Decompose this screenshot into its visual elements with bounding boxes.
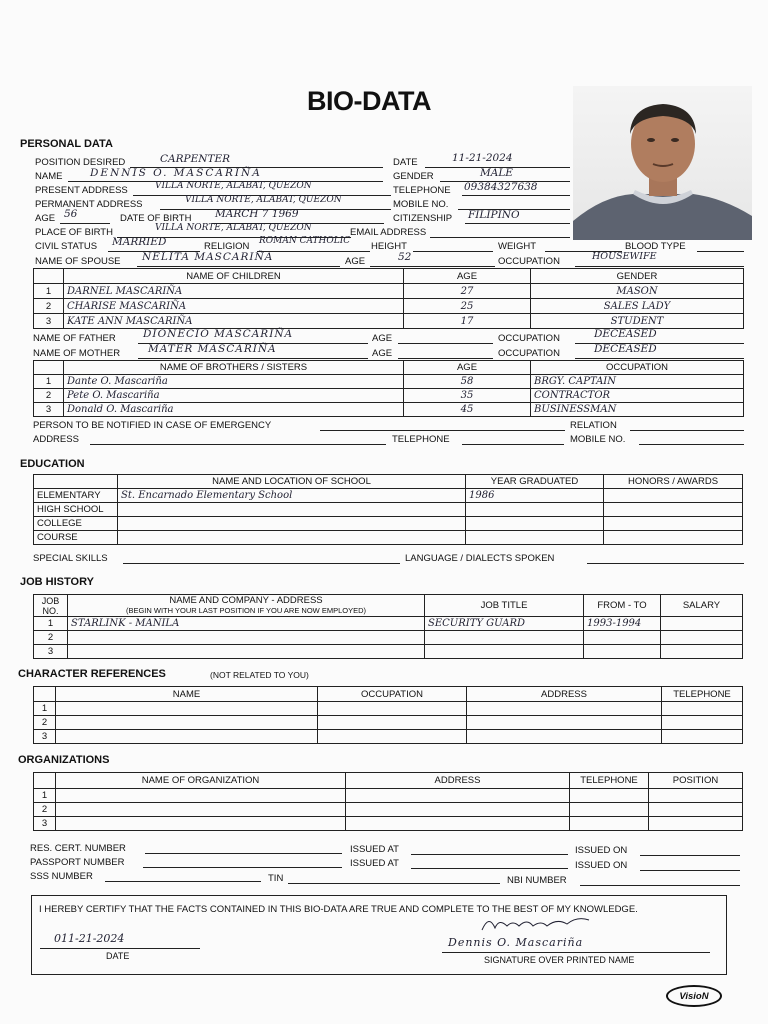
- mother-age-line: [398, 358, 493, 359]
- emergency-person-label: PERSON TO BE NOTIFIED IN CASE OF EMERGENCY: [33, 420, 272, 431]
- table-row: [34, 389, 744, 403]
- email-label: EMAIL ADDRESS: [350, 227, 427, 238]
- child-gender[interactable]: SALES LADY: [531, 299, 744, 314]
- job-salary[interactable]: [661, 617, 743, 631]
- res-cert-issued-on-line: [640, 855, 740, 856]
- job-history-table: [33, 594, 743, 659]
- citizenship-label: CITIZENSHIP: [393, 213, 453, 224]
- emergency-relation-label: RELATION: [570, 420, 617, 431]
- mother-line: [138, 358, 368, 359]
- mother-label: NAME OF MOTHER: [33, 348, 121, 359]
- child-gender[interactable]: STUDENT: [531, 314, 744, 329]
- height-label: HEIGHT: [371, 241, 407, 252]
- child-age[interactable]: 27: [404, 284, 531, 299]
- siblings-header-name: NAME OF BROTHERS / SISTERS: [64, 361, 404, 375]
- position-label: POSITION DESIRED: [35, 157, 126, 168]
- row-number: 3: [34, 403, 64, 417]
- skills-line: [123, 563, 400, 564]
- references-heading: CHARACTER REFERENCES: [18, 668, 166, 680]
- references-header-address: ADDRESS: [467, 687, 662, 702]
- res-cert-label: RES. CERT. NUMBER: [30, 843, 126, 854]
- education-heading: EDUCATION: [20, 458, 85, 470]
- height-line: [413, 251, 493, 252]
- job-company[interactable]: [68, 631, 425, 645]
- row-number: 3: [34, 314, 64, 329]
- year-graduated[interactable]: [466, 531, 604, 545]
- civil-value[interactable]: MARRIED: [112, 236, 167, 248]
- siblings-header-age: AGE: [404, 361, 531, 375]
- religion-line: [257, 251, 370, 252]
- emergency-address-line: [90, 444, 386, 445]
- spouse-occupation-value[interactable]: HOUSEWIFE: [592, 251, 657, 262]
- spouse-age-line: [370, 266, 495, 267]
- row-number: 3: [34, 730, 56, 744]
- row-number: 1: [34, 789, 56, 803]
- job-header-from: FROM - TO: [584, 595, 661, 617]
- job-salary[interactable]: [661, 645, 743, 659]
- res-cert-line: [145, 853, 342, 854]
- row-number: 1: [34, 375, 64, 389]
- sibling-age[interactable]: 58: [404, 375, 531, 389]
- sibling-name[interactable]: Pete O. Mascariña: [64, 389, 404, 403]
- school-name[interactable]: [118, 517, 466, 531]
- personal-data-heading: PERSONAL DATA: [20, 138, 113, 150]
- sibling-occupation[interactable]: BRGY. CAPTAIN: [531, 375, 744, 389]
- signature-label: SIGNATURE OVER PRINTED NAME: [484, 955, 635, 965]
- child-age[interactable]: 17: [404, 314, 531, 329]
- spouse-occupation-label: OCCUPATION: [498, 256, 560, 267]
- email-line: [430, 237, 570, 238]
- religion-label: RELIGION: [204, 241, 250, 252]
- date-value[interactable]: 11-21-2024: [452, 152, 513, 164]
- name-value[interactable]: DENNIS O. MASCARIÑA: [90, 167, 262, 179]
- position-value[interactable]: CARPENTER: [160, 153, 231, 165]
- row-number: 2: [34, 803, 56, 817]
- education-level: ELEMENTARY: [34, 489, 118, 503]
- sss-line: [105, 881, 261, 882]
- telephone-value[interactable]: 09384327638: [464, 181, 538, 193]
- spouse-age-label: AGE: [345, 256, 366, 267]
- certify-date-line: [40, 948, 200, 949]
- signature-scribble: [477, 912, 597, 936]
- gender-value[interactable]: MALE: [480, 167, 513, 179]
- row-number: 2: [34, 631, 68, 645]
- certification-statement: I HEREBY CERTIFY THAT THE FACTS CONTAINED IN THIS BIO-DATA ARE TRUE AND COMPLETE TO THE BEST OF MY KNOWLEDGE.: [39, 904, 638, 915]
- gender-label: GENDER: [393, 171, 434, 182]
- spouse-label: NAME OF SPOUSE: [35, 256, 121, 267]
- references-header-occupation: OCCUPATION: [318, 687, 467, 702]
- emergency-telephone-label: TELEPHONE: [392, 434, 450, 445]
- year-graduated[interactable]: [466, 503, 604, 517]
- table-row: [34, 531, 743, 545]
- job-from-to[interactable]: [584, 645, 661, 659]
- honors[interactable]: [604, 489, 743, 503]
- applicant-photo: [573, 86, 752, 240]
- job-from-to[interactable]: [584, 631, 661, 645]
- passport-line: [143, 867, 342, 868]
- telephone-label: TELEPHONE: [393, 185, 451, 196]
- table-row: [34, 730, 743, 744]
- table-row: [34, 375, 744, 389]
- job-company[interactable]: [68, 645, 425, 659]
- spouse-value[interactable]: NELITA MASCARIÑA: [142, 251, 274, 263]
- skills-label: SPECIAL SKILLS: [33, 553, 108, 564]
- present-address-value[interactable]: VILLA NORTE, ALABAT, QUEZON: [155, 181, 312, 191]
- emergency-mobile-line: [639, 444, 744, 445]
- res-cert-issued-at-label: ISSUED AT: [350, 844, 399, 855]
- table-row: [34, 716, 743, 730]
- education-table: [33, 474, 743, 545]
- row-number: 1: [34, 617, 68, 631]
- job-history-heading: JOB HISTORY: [20, 576, 94, 588]
- page-title: BIO-DATA: [307, 86, 431, 116]
- table-row: [34, 299, 744, 314]
- references-note: (NOT RELATED TO YOU): [210, 670, 309, 680]
- dob-value[interactable]: MARCH 7 1969: [215, 208, 299, 220]
- res-cert-issued-on-label: ISSUED ON: [575, 845, 628, 856]
- child-name[interactable]: KATE ANN MASCARIÑA: [64, 314, 404, 329]
- brand-logo-text: VisioN: [679, 990, 709, 1002]
- children-header-name: NAME OF CHILDREN: [64, 269, 404, 284]
- emergency-address-label: ADDRESS: [33, 434, 79, 445]
- table-row: [34, 489, 743, 503]
- table-row: [34, 517, 743, 531]
- spouse-occupation-line: [575, 266, 744, 267]
- table-row: [34, 631, 743, 645]
- passport-issued-at-line: [411, 868, 568, 869]
- sibling-name[interactable]: Dante O. Mascariña: [64, 375, 404, 389]
- row-number: 3: [34, 645, 68, 659]
- table-row: [34, 403, 744, 417]
- tin-label: TIN: [268, 873, 284, 884]
- sibling-name[interactable]: Donald O. Mascariña: [64, 403, 404, 417]
- age-label: AGE: [35, 213, 56, 224]
- education-level: COURSE: [34, 531, 118, 545]
- children-header-gender: GENDER: [531, 269, 744, 284]
- references-table: [33, 686, 743, 744]
- table-row: [34, 314, 744, 329]
- job-from-to[interactable]: 1993-1994: [584, 617, 661, 631]
- nbi-label: NBI NUMBER: [507, 875, 567, 886]
- sibling-occupation[interactable]: CONTRACTOR: [531, 389, 744, 403]
- school-name[interactable]: [118, 503, 466, 517]
- children-header-age: AGE: [404, 269, 531, 284]
- row-number: 1: [34, 284, 64, 299]
- school-name[interactable]: [118, 531, 466, 545]
- sss-label: SSS NUMBER: [30, 871, 93, 882]
- education-level: COLLEGE: [34, 517, 118, 531]
- citizenship-value[interactable]: FILIPINO: [468, 209, 520, 221]
- child-gender[interactable]: MASON: [531, 284, 744, 299]
- education-header-school: NAME AND LOCATION OF SCHOOL: [118, 475, 466, 489]
- signature-name[interactable]: Dennis O. Mascariña: [448, 936, 584, 949]
- organizations-table: [33, 772, 743, 831]
- mother-age-label: AGE: [372, 348, 393, 359]
- tin-line: [288, 883, 500, 884]
- brand-logo: [666, 985, 722, 1007]
- nbi-line: [580, 885, 740, 886]
- age-line: [60, 223, 110, 224]
- certify-date-value[interactable]: 011-21-2024: [54, 932, 125, 945]
- job-salary[interactable]: [661, 631, 743, 645]
- organizations-heading: ORGANIZATIONS: [18, 754, 110, 766]
- child-name[interactable]: DARNEL MASCARIÑA: [64, 284, 404, 299]
- education-level: HIGH SCHOOL: [34, 503, 118, 517]
- passport-issued-on-label: ISSUED ON: [575, 860, 628, 871]
- row-number: 2: [34, 389, 64, 403]
- child-age[interactable]: 25: [404, 299, 531, 314]
- father-occupation-value[interactable]: DECEASED: [594, 328, 657, 340]
- year-graduated[interactable]: [466, 517, 604, 531]
- emergency-mobile-label: MOBILE NO.: [570, 434, 626, 445]
- honors[interactable]: [604, 517, 743, 531]
- job-company[interactable]: STARLINK - MANILA: [68, 617, 425, 631]
- emergency-telephone-line: [462, 444, 564, 445]
- passport-issued-on-line: [640, 870, 740, 871]
- name-label: NAME: [35, 171, 63, 182]
- father-value[interactable]: DIONECIO MASCARIÑA: [143, 328, 294, 340]
- sibling-age[interactable]: 35: [404, 389, 531, 403]
- father-age-label: AGE: [372, 333, 393, 344]
- mobile-label: MOBILE NO.: [393, 199, 449, 210]
- passport-issued-at-label: ISSUED AT: [350, 858, 399, 869]
- telephone-line: [462, 195, 570, 196]
- pob-label: PLACE OF BIRTH: [35, 227, 113, 238]
- education-header-honors: HONORS / AWARDS: [604, 475, 743, 489]
- permanent-address-label: PERMANENT ADDRESS: [35, 199, 143, 210]
- passport-label: PASSPORT NUMBER: [30, 857, 125, 868]
- permanent-address-value[interactable]: VILLA NORTE, ALABAT, QUEZON: [185, 195, 342, 205]
- sibling-age[interactable]: 45: [404, 403, 531, 417]
- spouse-age-value[interactable]: 52: [398, 251, 412, 263]
- mother-occupation-value[interactable]: DECEASED: [594, 343, 657, 355]
- spouse-line: [137, 266, 340, 267]
- father-age-line: [398, 343, 493, 344]
- education-header-year: YEAR GRADUATED: [466, 475, 604, 489]
- table-row: [34, 702, 743, 716]
- emergency-person-line: [320, 430, 565, 431]
- mother-occupation-label: OCCUPATION: [498, 348, 560, 359]
- job-title[interactable]: [425, 631, 584, 645]
- row-number: 1: [34, 702, 56, 716]
- table-row: [34, 817, 743, 831]
- table-row: [34, 789, 743, 803]
- honors[interactable]: [604, 531, 743, 545]
- mother-value[interactable]: MATER MASCARIÑA: [148, 343, 277, 355]
- table-row: [34, 645, 743, 659]
- signature-line: [442, 952, 710, 953]
- sibling-occupation[interactable]: BUSINESSMAN: [531, 403, 744, 417]
- table-row: [34, 617, 743, 631]
- row-number: 3: [34, 817, 56, 831]
- references-header-telephone: TELEPHONE: [662, 687, 743, 702]
- siblings-table: [33, 360, 744, 417]
- job-title[interactable]: SECURITY GUARD: [425, 617, 584, 631]
- job-header-name-sub: (BEGIN WITH YOUR LAST POSITION IF YOU ARE NOW EMPLOYED): [125, 605, 367, 615]
- honors[interactable]: [604, 503, 743, 517]
- present-address-label: PRESENT ADDRESS: [35, 185, 128, 196]
- table-row: [34, 503, 743, 517]
- organizations-header-telephone: TELEPHONE: [570, 773, 649, 789]
- dob-label: DATE OF BIRTH: [120, 213, 192, 224]
- religion-value[interactable]: ROMAN CATHOLIC: [259, 236, 351, 246]
- job-header-salary: SALARY: [661, 595, 743, 617]
- job-header-name: NAME AND COMPANY - ADDRESS: [169, 594, 323, 606]
- row-number: 2: [34, 716, 56, 730]
- school-name[interactable]: St. Encarnado Elementary School: [118, 489, 466, 503]
- blood-line: [697, 251, 744, 252]
- table-row: [34, 803, 743, 817]
- age-value[interactable]: 56: [64, 208, 78, 220]
- date-label: DATE: [393, 157, 418, 168]
- citizenship-line: [465, 223, 570, 224]
- father-occupation-label: OCCUPATION: [498, 333, 560, 344]
- organizations-header-position: POSITION: [649, 773, 743, 789]
- language-label: LANGUAGE / DIALECTS SPOKEN: [405, 553, 555, 564]
- certify-date-label: DATE: [106, 951, 130, 961]
- father-label: NAME OF FATHER: [33, 333, 116, 344]
- weight-label: WEIGHT: [498, 241, 536, 252]
- job-header-no: JOB NO.: [34, 595, 68, 617]
- siblings-header-occupation: OCCUPATION: [531, 361, 744, 375]
- table-row: [34, 284, 744, 299]
- civil-label: CIVIL STATUS: [35, 241, 98, 252]
- res-cert-issued-at-line: [411, 854, 568, 855]
- organizations-header-name: NAME OF ORGANIZATION: [56, 773, 346, 789]
- job-title[interactable]: [425, 645, 584, 659]
- references-header-name: NAME: [56, 687, 318, 702]
- pob-value[interactable]: VILLA NORTE, ALABAT, QUEZON: [155, 223, 312, 233]
- mother-occupation-line: [575, 358, 744, 359]
- row-number: 2: [34, 299, 64, 314]
- certification-box: [31, 895, 727, 975]
- organizations-header-address: ADDRESS: [346, 773, 570, 789]
- children-table: [33, 268, 744, 329]
- language-line: [587, 563, 744, 564]
- year-graduated[interactable]: 1986: [466, 489, 604, 503]
- blood-label: BLOOD TYPE: [625, 241, 686, 252]
- child-name[interactable]: CHARISE MASCARIÑA: [64, 299, 404, 314]
- job-header-title: JOB TITLE: [425, 595, 584, 617]
- emergency-relation-line: [630, 430, 744, 431]
